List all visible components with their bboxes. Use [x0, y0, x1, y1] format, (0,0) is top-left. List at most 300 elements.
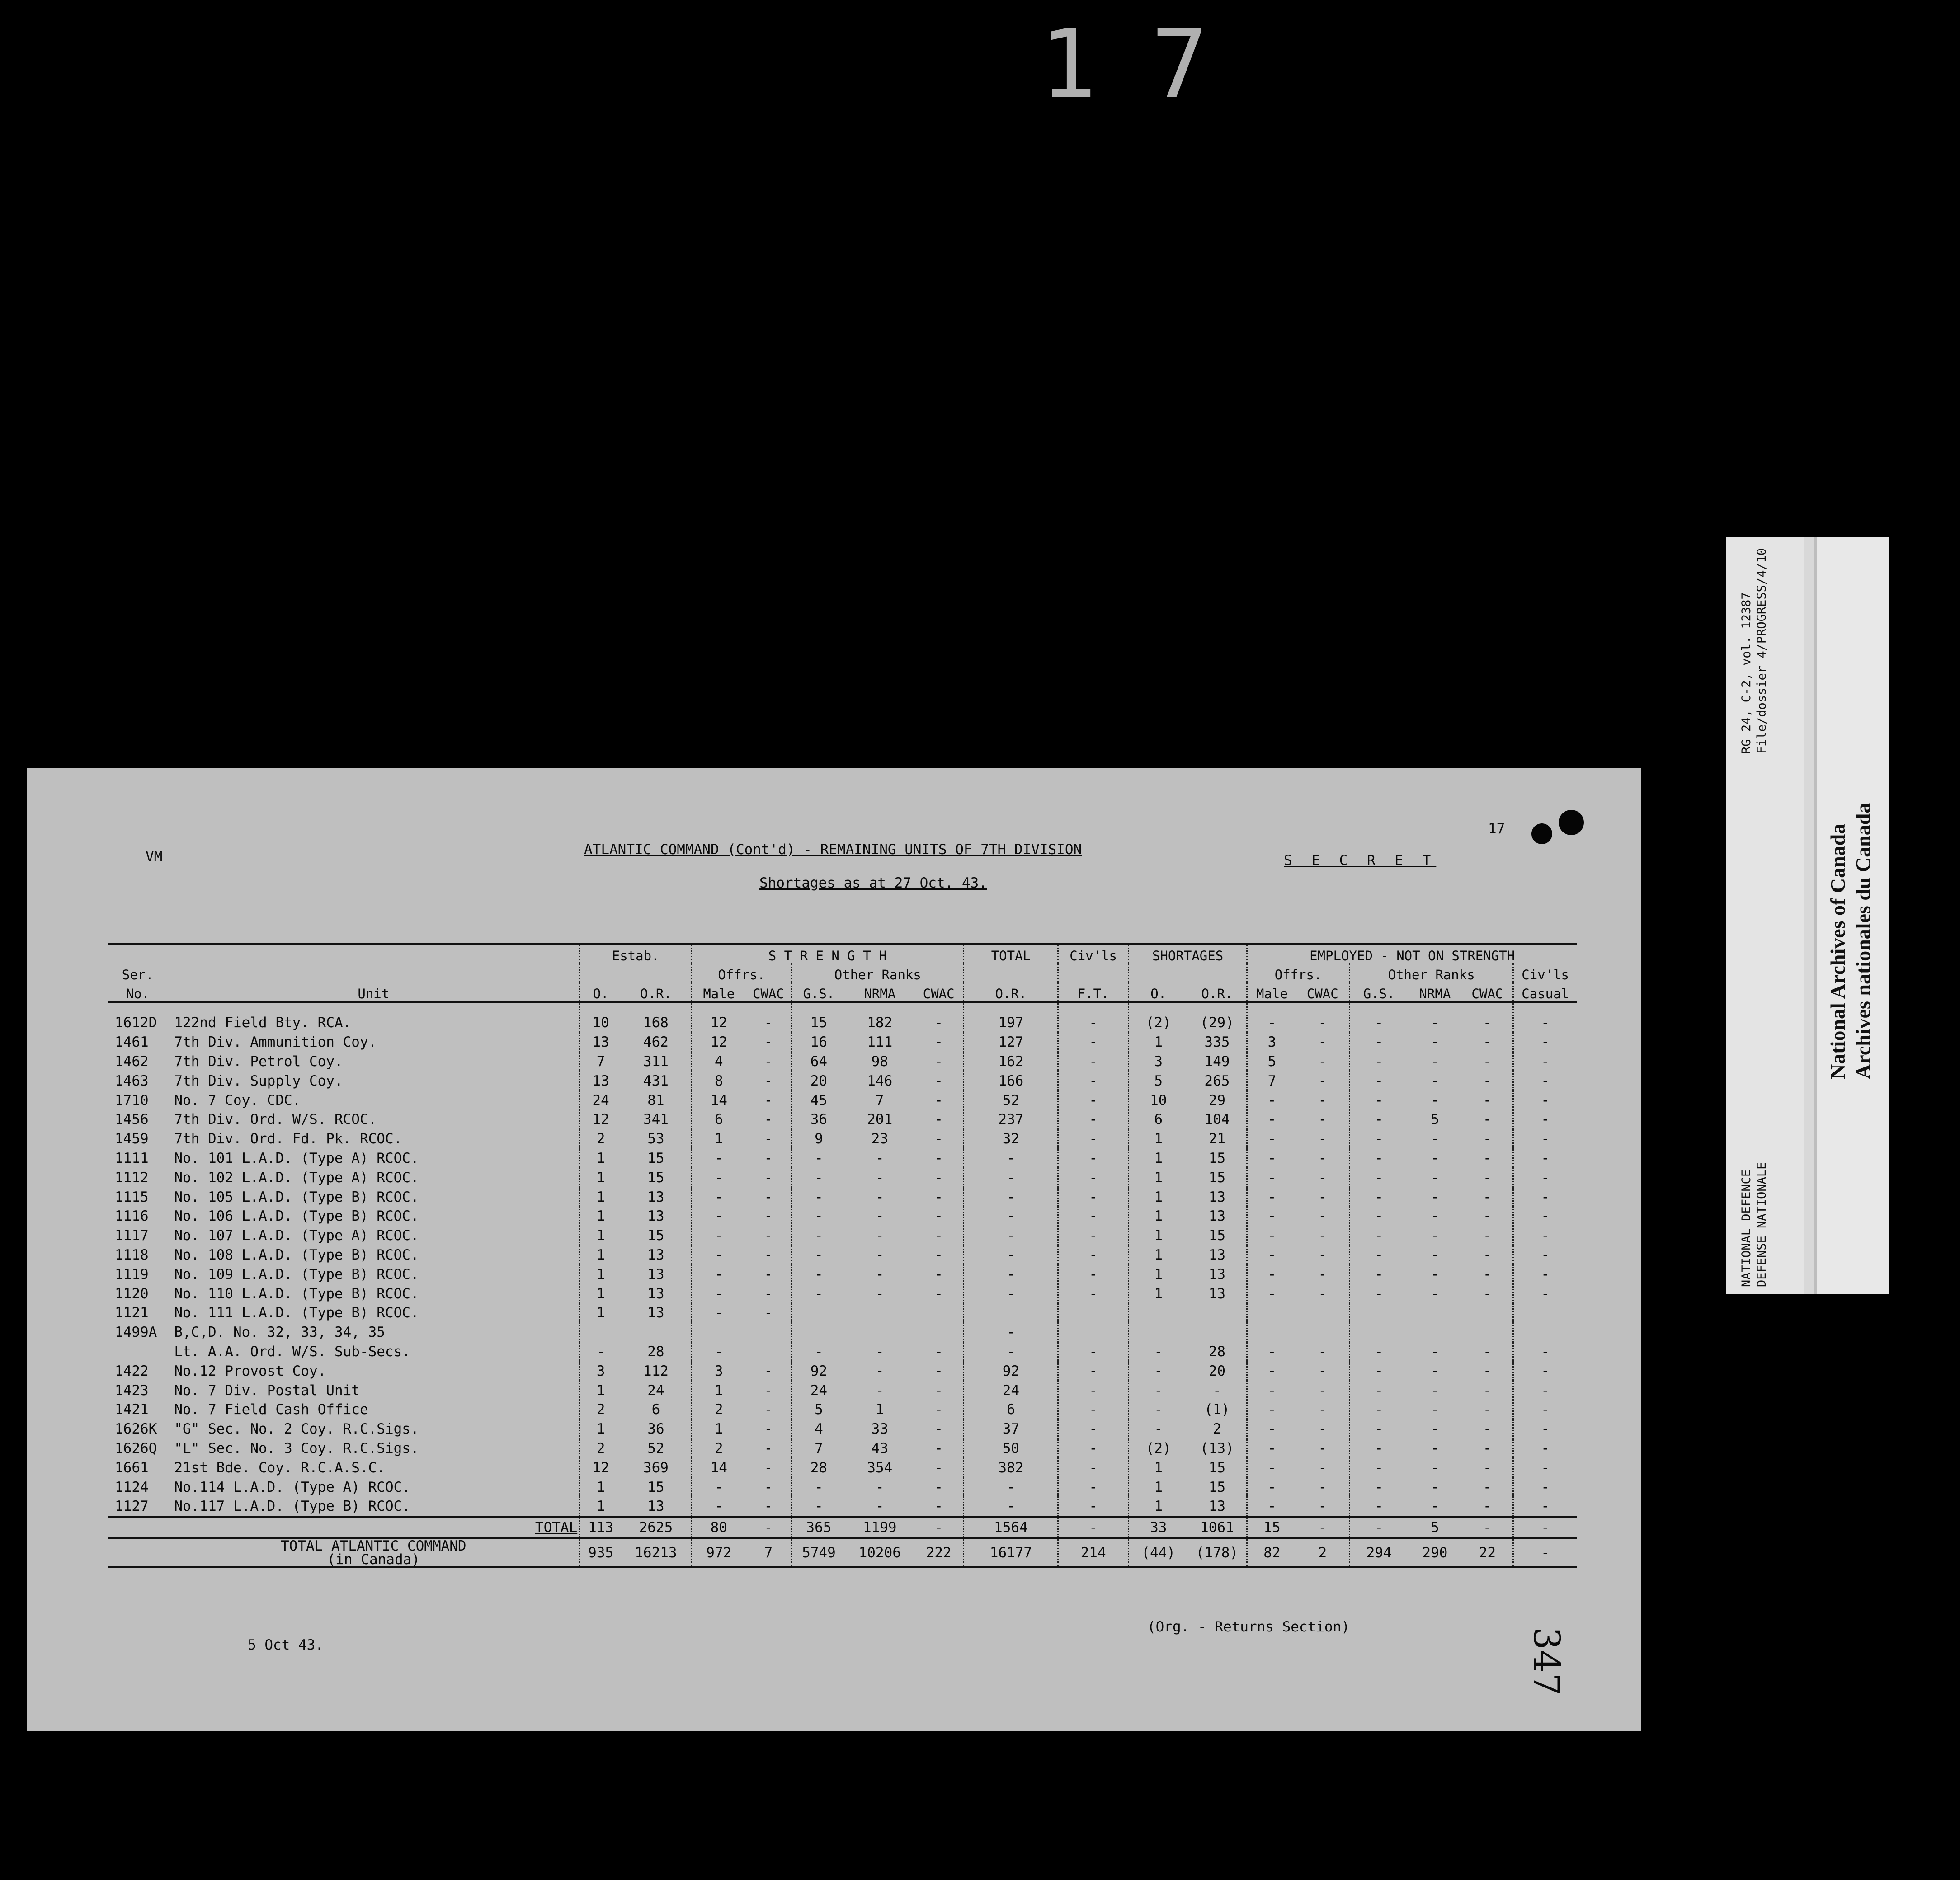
value-cell: -: [1483, 1479, 1492, 1495]
value-cell: -: [1513, 1187, 1577, 1207]
value-cell: -: [1247, 1207, 1296, 1226]
value-cell: 1: [580, 1168, 621, 1187]
ser-cell: 1626Q: [115, 1440, 157, 1457]
value-cell: -: [691, 1477, 745, 1497]
value-cell: 5: [1128, 1071, 1187, 1090]
total-cell: -: [1513, 1517, 1577, 1538]
archive-label-strip: [1726, 537, 1887, 1294]
value-cell: -: [764, 1015, 773, 1031]
value-cell: -: [934, 1421, 943, 1438]
value-cell: 335: [1204, 1034, 1230, 1051]
ser-cell: [108, 1517, 168, 1538]
unit-cell: No. 7 Coy. CDC.: [174, 1092, 301, 1109]
value-cell: -: [1058, 1187, 1129, 1207]
value-cell: -: [1128, 1400, 1187, 1419]
value-cell: -: [964, 1342, 1058, 1362]
ser-cell: 1710: [115, 1092, 149, 1109]
value-cell: -: [1128, 1342, 1187, 1362]
value-cell: [1462, 1303, 1513, 1323]
value-cell: -: [875, 1363, 884, 1379]
offrs-header: Offrs.: [691, 964, 792, 982]
value-cell: -: [1349, 1033, 1408, 1052]
value-cell: -: [1349, 1419, 1408, 1439]
value-cell: [845, 1303, 914, 1323]
value-cell: -: [792, 1284, 845, 1303]
value-cell: -: [1513, 1477, 1577, 1497]
value-cell: -: [934, 1092, 943, 1109]
value-cell: 16: [792, 1033, 845, 1052]
value-cell: -: [792, 1149, 845, 1168]
value-cell: -: [964, 1207, 1058, 1226]
value-cell: -: [1058, 1284, 1129, 1303]
value-cell: -: [1513, 1002, 1577, 1033]
unit-cell: 21st Bde. Coy. R.C.A.S.C.: [174, 1459, 385, 1476]
value-cell: -: [1058, 1110, 1129, 1129]
value-cell: -: [1318, 1363, 1327, 1379]
value-cell: -: [1058, 1477, 1129, 1497]
value-cell: -: [934, 1227, 943, 1244]
value-cell: -: [934, 1169, 943, 1186]
ser-cell: 1463: [115, 1072, 149, 1089]
value-cell: 32: [964, 1129, 1058, 1149]
value-cell: -: [1513, 1052, 1577, 1072]
value-cell: -: [792, 1264, 845, 1284]
table-row: [108, 1207, 1577, 1226]
value-cell: 64: [792, 1052, 845, 1072]
value-cell: -: [764, 1189, 773, 1205]
table-row: [108, 1033, 1577, 1052]
value-cell: 20: [792, 1071, 845, 1090]
table-row: [108, 1264, 1577, 1284]
value-cell: 28: [647, 1343, 664, 1360]
or-gs-header: G.S.: [792, 982, 845, 1002]
value-cell: 50: [964, 1439, 1058, 1458]
table-row: [108, 1129, 1577, 1149]
value-cell: -: [1349, 1129, 1408, 1149]
value-cell: 1: [580, 1246, 621, 1265]
total-or-header: O.R.: [964, 982, 1058, 1002]
value-cell: -: [1349, 1400, 1408, 1419]
value-cell: -: [964, 1284, 1058, 1303]
value-cell: -: [1247, 1226, 1296, 1246]
value-cell: 20: [1208, 1363, 1226, 1379]
value-cell: -: [1431, 1053, 1439, 1070]
value-cell: -: [1483, 1169, 1492, 1186]
value-cell: 1: [1128, 1033, 1187, 1052]
value-cell: 127: [964, 1033, 1058, 1052]
value-cell: 13: [647, 1246, 664, 1263]
value-cell: -: [1058, 1002, 1129, 1033]
value-cell: -: [1431, 1150, 1439, 1166]
value-cell: -: [1431, 1246, 1439, 1263]
value-cell: -: [691, 1264, 745, 1284]
table-row: [108, 1381, 1577, 1400]
value-cell: 1: [1128, 1149, 1187, 1168]
value-cell: 12: [691, 1002, 745, 1033]
table-row: [108, 1477, 1577, 1497]
total-cell: -: [1483, 1519, 1492, 1536]
value-cell: -: [792, 1477, 845, 1497]
unit-cell: No. 101 L.A.D. (Type A) RCOC.: [174, 1150, 419, 1166]
value-cell: -: [1483, 1401, 1492, 1418]
unit-cell: "G" Sec. No. 2 Coy. R.C.Sigs.: [174, 1421, 419, 1438]
emp-cwac-header: CWAC: [1306, 986, 1338, 1001]
value-cell: 13: [1208, 1285, 1226, 1302]
value-cell: -: [1318, 1034, 1327, 1051]
value-cell: -: [1058, 1207, 1129, 1226]
value-cell: -: [764, 1498, 773, 1515]
grand-total-cell: 214: [1058, 1538, 1129, 1567]
ser-cell: 1499A: [115, 1324, 157, 1341]
total-cell: 113: [580, 1517, 621, 1538]
value-cell: (13): [1200, 1440, 1234, 1457]
value-cell: -: [1431, 1363, 1439, 1379]
value-cell: -: [1349, 1458, 1408, 1477]
value-cell: -: [764, 1092, 773, 1109]
value-cell: 33: [871, 1421, 888, 1438]
value-cell: 182: [867, 1015, 893, 1031]
value-cell: -: [1058, 1342, 1129, 1362]
value-cell: -: [1483, 1053, 1492, 1070]
unit-cell: B,C,D. No. 32, 33, 34, 35: [174, 1324, 385, 1341]
value-cell: -: [764, 1169, 773, 1186]
value-cell: 8: [691, 1071, 745, 1090]
employed-offrs-header: Offrs.: [1247, 964, 1350, 982]
value-cell: -: [1318, 1440, 1327, 1457]
value-cell: -: [1513, 1497, 1577, 1517]
value-cell: -: [792, 1342, 845, 1362]
total-cell: -: [1058, 1517, 1129, 1538]
value-cell: -: [1058, 1033, 1129, 1052]
value-cell: 7: [1247, 1071, 1296, 1090]
offrs-male-header: Male: [691, 982, 745, 1002]
table-row: [108, 1439, 1577, 1458]
value-cell: -: [1483, 1034, 1492, 1051]
value-cell: -: [964, 1226, 1058, 1246]
unit-header: Unit: [358, 986, 390, 1001]
classification-stamp: S E C R E T: [1284, 852, 1437, 869]
value-cell: 24: [580, 1090, 621, 1110]
unit-cell: 7th Div. Ord. W/S. RCOC.: [174, 1111, 377, 1128]
value-cell: -: [964, 1246, 1058, 1265]
value-cell: 112: [643, 1363, 669, 1379]
value-cell: -: [1483, 1208, 1492, 1225]
value-cell: -: [875, 1189, 884, 1205]
value-cell: 1: [580, 1284, 621, 1303]
value-cell: -: [1431, 1208, 1439, 1225]
value-cell: -: [1349, 1168, 1408, 1187]
value-cell: 29: [1208, 1092, 1226, 1109]
unit-cell: No. 7 Div. Postal Unit: [174, 1382, 360, 1399]
value-cell: -: [691, 1497, 745, 1517]
ser-cell: 1120: [115, 1285, 149, 1302]
value-cell: 15: [1208, 1169, 1226, 1186]
ser-cell: 1121: [115, 1305, 149, 1321]
value-cell: -: [875, 1227, 884, 1244]
value-cell: [691, 1323, 745, 1342]
unit-cell: No. 108 L.A.D. (Type B) RCOC.: [174, 1246, 419, 1263]
unit-cell: 7th Div. Supply Coy.: [174, 1072, 343, 1089]
value-cell: -: [1513, 1284, 1577, 1303]
value-cell: 13: [580, 1071, 621, 1090]
ser-cell: 1462: [115, 1053, 149, 1070]
value-cell: -: [764, 1246, 773, 1263]
value-cell: 2: [691, 1439, 745, 1458]
grand-total-label-line2: (in Canada): [327, 1551, 420, 1567]
value-cell: -: [1431, 1421, 1439, 1438]
value-cell: -: [1247, 1458, 1296, 1477]
value-cell: -: [1483, 1343, 1492, 1360]
grand-total-cell: (44): [1128, 1538, 1187, 1567]
value-cell: 2: [580, 1129, 621, 1149]
archive-file: File/dossier 4/PROGRESS/4/10: [1755, 548, 1769, 754]
total-header: TOTAL: [964, 944, 1058, 964]
or-cwac-header: CWAC: [923, 986, 955, 1001]
value-cell: 1: [691, 1129, 745, 1149]
value-cell: -: [691, 1284, 745, 1303]
value-cell: -: [1431, 1479, 1439, 1495]
unit-cell: Lt. A.A. Ord. W/S. Sub-Secs.: [174, 1343, 410, 1360]
institution-fr: Archives nationales du Canada: [1852, 803, 1875, 1079]
value-cell: 111: [867, 1034, 893, 1051]
value-cell: 1: [580, 1497, 621, 1517]
value-cell: -: [691, 1207, 745, 1226]
department-en: NATIONAL DEFENCE: [1739, 1169, 1753, 1287]
value-cell: -: [1483, 1421, 1492, 1438]
grand-total-cell: 10206: [858, 1544, 901, 1561]
civils-header: Civ'ls: [1058, 944, 1129, 964]
value-cell: -: [1247, 1246, 1296, 1265]
value-cell: [1058, 1303, 1129, 1323]
total-label: TOTAL: [535, 1519, 578, 1536]
grand-total-cell: (178): [1196, 1544, 1239, 1561]
value-cell: -: [1349, 1090, 1408, 1110]
value-cell: 1: [1128, 1168, 1187, 1187]
total-cell: 5: [1431, 1519, 1439, 1536]
strength-header: S T R E N G T H: [691, 944, 963, 964]
value-cell: -: [764, 1305, 773, 1321]
ser-cell: 1421: [115, 1401, 149, 1418]
total-cell: 1564: [964, 1517, 1058, 1538]
value-cell: 24: [792, 1381, 845, 1400]
value-cell: 12: [580, 1110, 621, 1129]
value-cell: -: [1431, 1092, 1439, 1109]
value-cell: 6: [691, 1110, 745, 1129]
table-row: [108, 1187, 1577, 1207]
value-cell: 3: [691, 1361, 745, 1381]
value-cell: -: [1058, 1226, 1129, 1246]
value-cell: [914, 1323, 964, 1342]
value-cell: -: [1128, 1381, 1187, 1400]
value-cell: 1: [875, 1401, 884, 1418]
table-row: [108, 1110, 1577, 1129]
value-cell: 1: [580, 1381, 621, 1400]
total-cell: 80: [691, 1517, 745, 1538]
unit-cell: "L" Sec. No. 3 Coy. R.C.Sigs.: [174, 1440, 419, 1457]
value-cell: -: [1349, 1071, 1408, 1090]
value-cell: -: [875, 1169, 884, 1186]
value-cell: -: [1058, 1458, 1129, 1477]
page-number: 17: [1488, 821, 1505, 837]
value-cell: -: [1247, 1284, 1296, 1303]
shortages-header: SHORTAGES: [1128, 944, 1247, 964]
estab-o-header: O.: [580, 982, 621, 1002]
value-cell: -: [691, 1149, 745, 1168]
value-cell: -: [1483, 1111, 1492, 1128]
frame-number: 17: [1040, 9, 1263, 120]
value-cell: -: [792, 1168, 845, 1187]
value-cell: -: [764, 1440, 773, 1457]
value-cell: -: [875, 1382, 884, 1399]
value-cell: -: [1513, 1381, 1577, 1400]
total-cell: 15: [1247, 1517, 1296, 1538]
value-cell: -: [1318, 1092, 1327, 1109]
value-cell: -: [1247, 1168, 1296, 1187]
value-cell: -: [1349, 1264, 1408, 1284]
grand-total-cell: 2: [1318, 1544, 1327, 1561]
value-cell: -: [875, 1498, 884, 1515]
value-cell: [1247, 1303, 1296, 1323]
value-cell: -: [1058, 1090, 1129, 1110]
or-nrma-header: NRMA: [864, 986, 896, 1001]
value-cell: -: [1318, 1169, 1327, 1186]
value-cell: 92: [792, 1361, 845, 1381]
value-cell: -: [934, 1459, 943, 1476]
unit-cell: No. 106 L.A.D. (Type B) RCOC.: [174, 1208, 419, 1225]
value-cell: [1128, 1323, 1187, 1342]
value-cell: 6: [1128, 1110, 1187, 1129]
value-cell: -: [691, 1246, 745, 1265]
value-cell: -: [1318, 1227, 1327, 1244]
ser-cell: 1461: [115, 1034, 149, 1051]
value-cell: -: [1058, 1439, 1129, 1458]
value-cell: 354: [867, 1459, 893, 1476]
value-cell: -: [1513, 1110, 1577, 1129]
value-cell: -: [1483, 1363, 1492, 1379]
value-cell: -: [1247, 1149, 1296, 1168]
value-cell: -: [964, 1168, 1058, 1187]
table-row: [108, 1323, 1577, 1342]
value-cell: 341: [643, 1111, 669, 1128]
value-cell: 1: [1128, 1458, 1187, 1477]
value-cell: -: [934, 1034, 943, 1051]
value-cell: -: [875, 1479, 884, 1495]
value-cell: -: [1483, 1227, 1492, 1244]
grand-total-cell: 22: [1479, 1544, 1496, 1561]
value-cell: 12: [580, 1458, 621, 1477]
unit-cell: No. 107 L.A.D. (Type A) RCOC.: [174, 1227, 419, 1244]
value-cell: -: [764, 1363, 773, 1379]
total-cell: -: [1349, 1517, 1408, 1538]
value-cell: -: [764, 1285, 773, 1302]
value-cell: -: [1431, 1189, 1439, 1205]
grand-total-cell: 5749: [792, 1538, 845, 1567]
table-row: [108, 1361, 1577, 1381]
value-cell: 1: [580, 1149, 621, 1168]
value-cell: -: [934, 1072, 943, 1089]
value-cell: -: [1431, 1169, 1439, 1186]
value-cell: -: [1349, 1477, 1408, 1497]
value-cell: -: [1058, 1246, 1129, 1265]
value-cell: 13: [647, 1305, 664, 1321]
value-cell: -: [1247, 1002, 1296, 1033]
value-cell: -: [1513, 1246, 1577, 1265]
value-cell: [1296, 1323, 1350, 1342]
value-cell: 146: [867, 1072, 893, 1089]
table-row: [108, 1497, 1577, 1517]
value-cell: -: [792, 1207, 845, 1226]
value-cell: -: [1431, 1382, 1439, 1399]
value-cell: 13: [647, 1266, 664, 1283]
value-cell: [792, 1303, 845, 1323]
ser-header: Ser.: [122, 967, 154, 982]
value-cell: -: [1058, 1052, 1129, 1072]
total-cell: 365: [792, 1517, 845, 1538]
value-cell: [1058, 1323, 1129, 1342]
value-cell: -: [1483, 1246, 1492, 1263]
value-cell: -: [1483, 1131, 1492, 1147]
value-cell: -: [1318, 1053, 1327, 1070]
value-cell: -: [1318, 1246, 1327, 1263]
table-row: [108, 1090, 1577, 1110]
value-cell: 14: [691, 1458, 745, 1477]
value-cell: 24: [647, 1382, 664, 1399]
short-o-header: O.: [1128, 982, 1187, 1002]
value-cell: -: [1431, 1266, 1439, 1283]
value-cell: -: [1431, 1440, 1439, 1457]
value-cell: -: [1483, 1498, 1492, 1515]
value-cell: -: [1318, 1111, 1327, 1128]
value-cell: -: [1318, 1343, 1327, 1360]
value-cell: -: [1247, 1090, 1296, 1110]
value-cell: [580, 1323, 621, 1342]
value-cell: [1188, 1323, 1247, 1342]
value-cell: 52: [647, 1440, 664, 1457]
value-cell: -: [1513, 1264, 1577, 1284]
value-cell: 15: [647, 1150, 664, 1166]
value-cell: 1: [1128, 1129, 1187, 1149]
value-cell: -: [964, 1477, 1058, 1497]
value-cell: -: [1349, 1226, 1408, 1246]
emp-gs-header: G.S.: [1349, 982, 1408, 1002]
value-cell: 92: [964, 1361, 1058, 1381]
value-cell: 15: [1208, 1150, 1226, 1166]
value-cell: -: [1513, 1149, 1577, 1168]
ser-cell: 1422: [115, 1363, 149, 1379]
value-cell: -: [1247, 1439, 1296, 1458]
value-cell: -: [1318, 1072, 1327, 1089]
value-cell: -: [934, 1150, 943, 1166]
value-cell: -: [1128, 1419, 1187, 1439]
value-cell: 15: [1208, 1227, 1226, 1244]
table-column-header-row: [108, 982, 1577, 1002]
grand-total-cell: 972: [691, 1538, 745, 1567]
value-cell: -: [1247, 1400, 1296, 1419]
value-cell: -: [1318, 1498, 1327, 1515]
value-cell: -: [1349, 1361, 1408, 1381]
value-cell: -: [792, 1246, 845, 1265]
value-cell: 13: [1208, 1208, 1226, 1225]
value-cell: -: [1349, 1149, 1408, 1168]
value-cell: 15: [647, 1479, 664, 1495]
value-cell: -: [1483, 1072, 1492, 1089]
unit-cell: 7th Div. Ord. Fd. Pk. RCOC.: [174, 1131, 402, 1147]
grand-total-cell: 290: [1422, 1544, 1448, 1561]
value-cell: -: [764, 1053, 773, 1070]
value-cell: 37: [964, 1419, 1058, 1439]
value-cell: -: [1247, 1264, 1296, 1284]
value-cell: -: [875, 1150, 884, 1166]
